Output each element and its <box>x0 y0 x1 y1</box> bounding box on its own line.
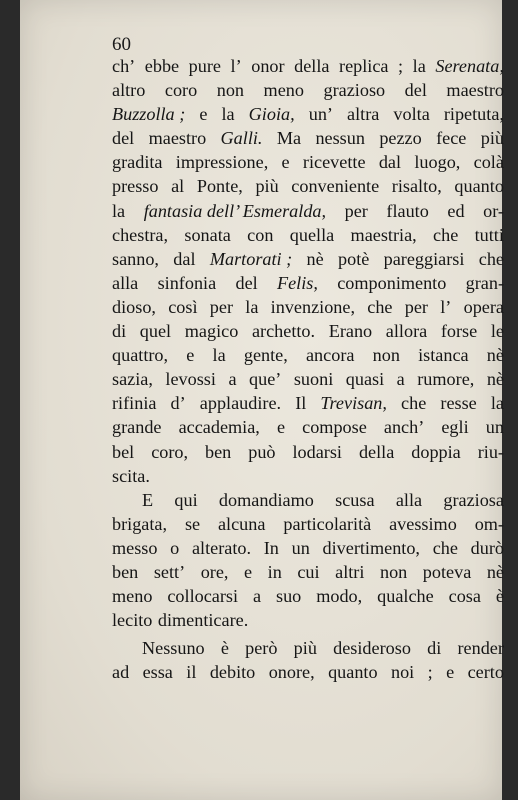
word: a <box>253 586 262 607</box>
book-page <box>20 0 502 800</box>
word: non <box>216 80 245 101</box>
word: allora <box>385 321 428 342</box>
word: essa <box>142 662 173 683</box>
word: Gioia, <box>248 104 295 125</box>
word: archetto. <box>251 321 316 342</box>
word: chestra, <box>112 224 169 245</box>
word: magico <box>184 321 239 342</box>
text-line <box>112 271 504 295</box>
word: ; <box>427 662 433 683</box>
word: quanto <box>328 662 378 683</box>
word: altri <box>335 561 365 582</box>
word: è <box>220 638 229 659</box>
word: che <box>433 224 459 245</box>
word: Ma <box>276 128 302 149</box>
word: noi <box>390 662 415 683</box>
word: maestro <box>148 128 207 149</box>
word: per <box>344 200 368 221</box>
word: in <box>267 561 282 582</box>
word: impressione, <box>175 152 269 173</box>
word: maestria, <box>350 224 417 245</box>
word: maestro <box>446 80 504 101</box>
word: altra <box>347 104 380 125</box>
word: onore, <box>268 662 315 683</box>
word: ancora <box>305 345 355 366</box>
word: a <box>228 369 237 390</box>
word: colà <box>473 152 504 173</box>
word: ed <box>447 200 465 221</box>
word: il <box>186 662 197 683</box>
word: e <box>186 345 195 366</box>
word: la <box>112 200 126 221</box>
word: suoni <box>293 369 334 390</box>
word: grazioso <box>323 80 386 101</box>
word: invenzione, <box>270 296 355 317</box>
word: Nessuno <box>142 638 205 659</box>
word: lodarsi <box>292 441 342 462</box>
word: grande <box>112 417 162 438</box>
word: per <box>209 296 234 317</box>
word: coro, <box>151 441 189 462</box>
text-line <box>112 440 504 464</box>
word: ben <box>205 441 232 462</box>
word: accademia, <box>178 417 260 438</box>
word: le <box>490 321 504 342</box>
word: doppia <box>411 441 461 462</box>
word: gente, <box>243 345 288 366</box>
word: che <box>478 248 504 269</box>
word: la <box>245 296 259 317</box>
word: Felis, <box>277 272 318 293</box>
text-line <box>112 54 504 78</box>
word: più <box>255 176 279 197</box>
page-number: 60 <box>112 34 131 55</box>
word: Trevisan, <box>320 393 387 414</box>
word: debito <box>209 662 256 683</box>
word: che <box>401 393 427 414</box>
word: ch’ <box>112 56 136 76</box>
word: nessun <box>315 128 365 149</box>
word: quel <box>139 321 172 342</box>
word: ; <box>398 56 404 76</box>
word: e <box>446 662 455 683</box>
word: alla <box>112 272 139 293</box>
word: collocarsi <box>167 586 239 607</box>
word: con <box>247 224 274 245</box>
word: cui <box>297 561 320 582</box>
word: fece <box>436 128 467 149</box>
word: brigata, <box>112 513 168 534</box>
word: Serenata, <box>435 56 504 76</box>
word: e <box>276 417 286 438</box>
word: conveniente <box>291 176 380 197</box>
word: dal <box>378 152 402 173</box>
word: tutti <box>474 224 504 245</box>
word: or- <box>483 200 504 221</box>
word: egli <box>441 417 469 438</box>
word: divertimento, <box>322 537 420 558</box>
word: pareggiarsi <box>383 248 465 269</box>
text-line <box>112 126 504 150</box>
word: om- <box>474 513 504 534</box>
text-line <box>112 660 504 684</box>
word: coro <box>164 80 198 101</box>
word: alcuna <box>217 513 266 534</box>
word: la <box>412 56 426 76</box>
word: istanca <box>418 345 469 366</box>
word: componimento <box>337 272 447 293</box>
word: o <box>170 537 180 558</box>
word: suo <box>276 586 302 607</box>
word: se <box>184 513 201 534</box>
word: pure <box>188 56 221 76</box>
text-line <box>112 102 504 126</box>
word: e <box>244 561 253 582</box>
word: qui <box>174 489 198 510</box>
word: replica <box>339 56 389 76</box>
word: non <box>372 345 400 366</box>
word: meno <box>112 586 153 607</box>
word: Buzzolla ; <box>112 104 186 125</box>
word: anch’ <box>383 417 425 438</box>
word: sett’ <box>153 561 186 582</box>
word: ad <box>112 662 130 683</box>
word: bel <box>112 441 135 462</box>
word: alterato. <box>191 537 252 558</box>
word: quanto <box>454 176 504 197</box>
word: del <box>404 80 427 101</box>
word: onor <box>251 56 285 76</box>
word: sanno, <box>112 248 159 269</box>
word: nè <box>306 248 324 269</box>
word: flauto <box>386 200 429 221</box>
word: sinfonia <box>157 272 217 293</box>
text-line <box>112 223 504 247</box>
word: In <box>263 537 279 558</box>
word: messo <box>112 537 158 558</box>
word: applaudire. <box>199 393 282 414</box>
word: domandiamo <box>218 489 314 510</box>
word: poteva <box>422 561 472 582</box>
word: e <box>199 104 208 125</box>
word: d’ <box>170 393 186 414</box>
word: che <box>367 296 393 317</box>
word: scusa <box>335 489 375 510</box>
word: pezzo <box>379 128 422 149</box>
word: ebbe <box>144 56 180 76</box>
text-line <box>112 608 504 632</box>
word: ben <box>112 561 139 582</box>
word: opera <box>463 296 504 317</box>
word: sonata <box>184 224 231 245</box>
word: ore, <box>200 561 229 582</box>
word: cosa <box>448 586 481 607</box>
word: particolarità <box>283 513 372 534</box>
word: avessimo <box>389 513 457 534</box>
text-line <box>112 536 504 560</box>
word: non <box>379 561 408 582</box>
word: della <box>358 441 395 462</box>
text-line <box>112 391 504 415</box>
word: del <box>235 272 258 293</box>
word: sazia, <box>112 369 153 390</box>
word: volta <box>393 104 430 125</box>
word: Il <box>295 393 307 414</box>
word: riu- <box>477 441 504 462</box>
word: di <box>427 638 442 659</box>
word: alla <box>395 489 423 510</box>
word: resse <box>440 393 477 414</box>
word: risalto, <box>391 176 442 197</box>
word: gran- <box>465 272 504 293</box>
word: dimenticare. <box>157 610 249 631</box>
word: la <box>212 345 226 366</box>
word: fantasia dell’ Esmeralda, <box>143 200 327 221</box>
text-line <box>112 295 504 319</box>
text-line <box>112 488 504 512</box>
word: un <box>485 417 504 438</box>
word: Galli. <box>220 128 263 149</box>
word: per <box>404 296 428 317</box>
word: la <box>221 104 235 125</box>
word: render <box>457 638 504 659</box>
word: scita. <box>112 465 150 486</box>
word: Erano <box>328 321 373 342</box>
word: luogo, <box>414 152 461 173</box>
text-line <box>112 199 504 223</box>
word: nè <box>486 561 504 582</box>
word: meno <box>263 80 304 101</box>
word: però <box>245 638 278 659</box>
word: nè <box>486 369 504 390</box>
word: forse <box>440 321 478 342</box>
word: può <box>248 441 276 462</box>
word: presso <box>112 176 159 197</box>
word: que’ <box>249 369 282 390</box>
word: la <box>490 393 504 414</box>
text-line <box>112 415 504 439</box>
word: che <box>432 537 458 558</box>
text-line <box>112 636 504 660</box>
word: quella <box>289 224 335 245</box>
text-line <box>112 319 504 343</box>
text-line <box>112 150 504 174</box>
word: levossi <box>165 369 216 390</box>
word: quasi <box>345 369 385 390</box>
text-line <box>112 174 504 198</box>
word: così <box>168 296 198 317</box>
word: ripetuta, <box>443 104 504 125</box>
word: al <box>171 176 185 197</box>
text-line <box>112 464 504 488</box>
word: l’ <box>230 56 242 76</box>
text-line <box>112 343 504 367</box>
word: di <box>112 321 127 342</box>
word: nè <box>486 345 504 366</box>
word: l’ <box>440 296 452 317</box>
word: certo <box>467 662 504 683</box>
word: a <box>396 369 405 390</box>
text-line <box>112 512 504 536</box>
text-line <box>112 584 504 608</box>
body-text <box>112 54 504 684</box>
text-line <box>112 247 504 271</box>
word: gradita <box>112 152 163 173</box>
word: un’ <box>308 104 333 125</box>
word: del <box>112 128 135 149</box>
word: rifinia <box>112 393 157 414</box>
word: dioso, <box>112 296 156 317</box>
word: E <box>142 489 154 510</box>
word: più <box>293 638 317 659</box>
word: qualche <box>377 586 434 607</box>
word: lecito <box>112 610 153 631</box>
word: dal <box>173 248 196 269</box>
text-line <box>112 367 504 391</box>
word: modo, <box>316 586 363 607</box>
word: della <box>294 56 330 76</box>
word: ricevette <box>302 152 366 173</box>
text-line <box>112 560 504 584</box>
word: e <box>281 152 290 173</box>
text-line <box>112 78 504 102</box>
word: desideroso <box>333 638 411 659</box>
word: durò <box>470 537 504 558</box>
word: un <box>291 537 310 558</box>
word: altro <box>112 80 146 101</box>
word: rumore, <box>417 369 475 390</box>
word: compose <box>302 417 367 438</box>
word: più <box>480 128 504 149</box>
word: Ponte, <box>196 176 243 197</box>
word: quattro, <box>112 345 169 366</box>
word: Martorati ; <box>209 248 293 269</box>
word: potè <box>338 248 370 269</box>
word: graziosa <box>443 489 504 510</box>
word: è <box>495 586 504 607</box>
